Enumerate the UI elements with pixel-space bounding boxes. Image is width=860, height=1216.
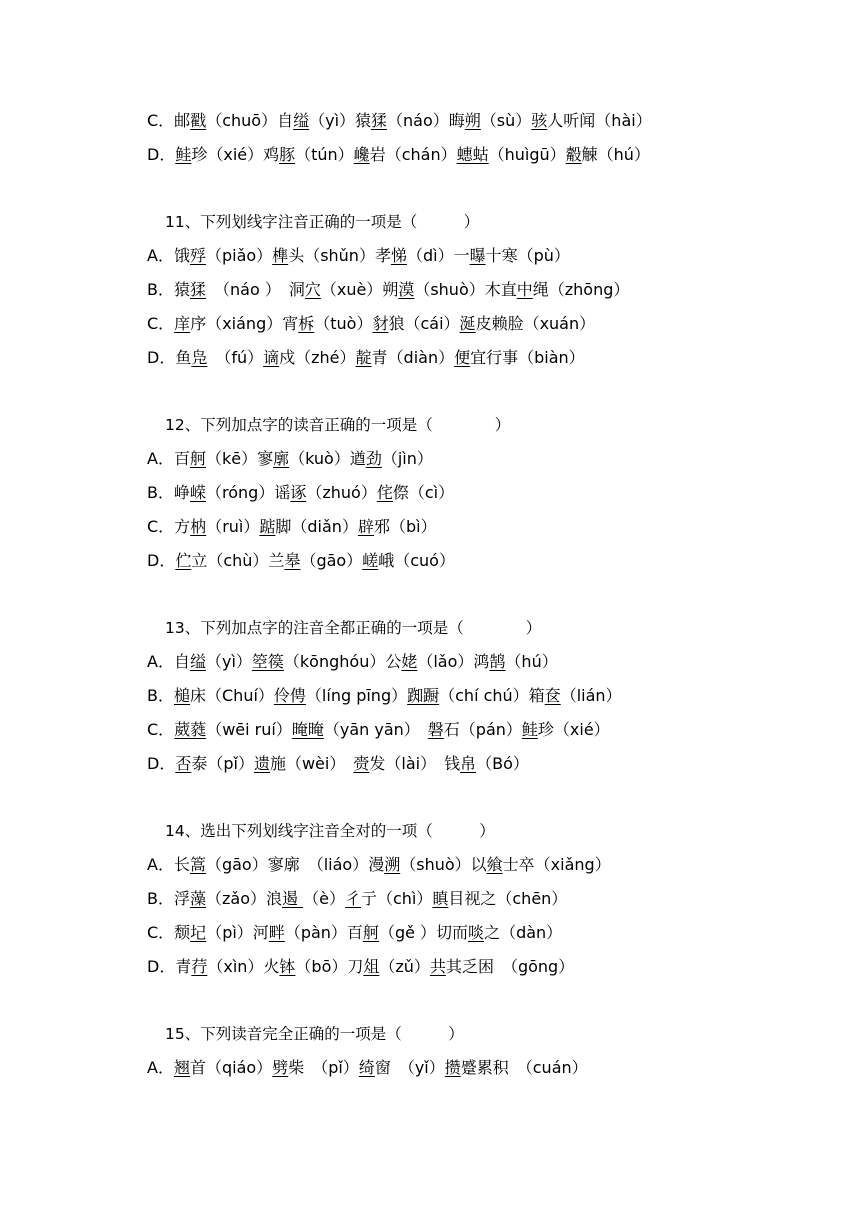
underlined-character: 劈 — [272, 1058, 289, 1077]
answer-option — [147, 854, 611, 876]
text-segment: （yì） — [205, 652, 252, 671]
answer-option — [147, 685, 622, 707]
underlined-character: 柝 — [298, 314, 315, 333]
text-segment: 15、下列读音完全正确的一项是（ ） — [165, 1025, 464, 1043]
answer-option — [147, 753, 529, 775]
text-segment: （gāo） — [300, 551, 363, 570]
underlined-character: 踮 — [259, 517, 276, 536]
text-segment: （kē）寥 — [205, 449, 274, 468]
text-segment: （líng pīng） — [305, 686, 408, 705]
underlined-character: 便 — [454, 348, 471, 367]
underlined-character: 遗 — [253, 754, 270, 773]
text-segment: （tuò） — [314, 314, 373, 333]
answer-option — [147, 279, 629, 301]
answer-option — [147, 245, 570, 267]
text-segment: （tún） — [295, 145, 354, 164]
underlined-character: 劲 — [365, 449, 382, 468]
text-segment: 之（dàn） — [484, 923, 563, 942]
text-segment: 狼（cái） — [388, 314, 460, 333]
underlined-character: 靛 — [355, 348, 372, 367]
answer-option — [147, 922, 562, 944]
text-segment: （pàn）百 — [284, 923, 363, 942]
text-segment: （xuè）朔 — [320, 280, 399, 299]
underlined-character: 钵 — [279, 957, 296, 976]
answer-option — [147, 888, 567, 910]
text-segment: 峨（cuó） — [378, 551, 455, 570]
text-segment: 首（qiáo） — [189, 1058, 273, 1077]
text-segment: （chuō）自 — [206, 111, 294, 130]
underlined-character: 骇 — [531, 111, 548, 130]
text-segment: 施（wèi） — [269, 754, 354, 773]
text-segment: 柴 （pǐ） — [288, 1058, 359, 1077]
text-segment: B． — [147, 686, 174, 705]
text-segment: 皮赖脸（xuán） — [475, 314, 596, 333]
text-segment: 11、下列划线字注音正确的一项是（ ） — [165, 213, 480, 231]
text-segment: 人听闻（hài） — [547, 111, 652, 130]
text-segment: 脚（diǎn） — [275, 517, 358, 536]
underlined-character: 伶俜 — [273, 686, 306, 705]
text-segment: 其乏困 （gōng） — [445, 957, 575, 976]
underlined-character: 圮 — [190, 923, 207, 942]
question-title — [165, 211, 479, 233]
text-segment: （gě ）切而 — [378, 923, 469, 942]
text-segment: （è） — [303, 889, 345, 908]
text-segment: A． — [147, 1058, 174, 1077]
underlined-character: 榫 — [272, 246, 289, 265]
text-segment: （wēi ruí） — [206, 720, 292, 739]
text-segment: D． — [147, 145, 176, 164]
underlined-character: 溯 — [384, 855, 401, 874]
underlined-character: 奁 — [544, 686, 561, 705]
underlined-character: 帛 — [460, 754, 477, 773]
underlined-character: 曝 — [469, 246, 486, 265]
text-segment: B．浮 — [147, 889, 190, 908]
text-segment: （xìn）火 — [207, 957, 280, 976]
underlined-character: 诼 — [290, 483, 307, 502]
text-segment: D．青 — [147, 957, 192, 976]
answer-option — [147, 719, 610, 741]
text-segment: （lián） — [560, 686, 622, 705]
text-segment: C． — [147, 314, 175, 333]
text-segment: （zhuó） — [306, 483, 377, 502]
underlined-character: 鲑 — [175, 145, 192, 164]
underlined-character: 攒 — [444, 1058, 461, 1077]
underlined-character: 俎 — [363, 957, 380, 976]
text-segment: C． — [147, 720, 175, 739]
question-title — [165, 820, 495, 842]
text-segment: 宜行事（biàn） — [470, 348, 585, 367]
underlined-character: 啖 — [468, 923, 485, 942]
text-segment: （náo）晦 — [387, 111, 465, 130]
text-segment: （jìn） — [381, 449, 433, 468]
underlined-character: 飨 — [486, 855, 503, 874]
underlined-character: 中 — [516, 280, 533, 299]
text-segment: （náo ） 洞 — [206, 280, 305, 299]
text-segment: 头（shǔn）孝 — [288, 246, 391, 265]
underlined-character: 辟 — [357, 517, 374, 536]
underlined-character: 鲑 — [521, 720, 538, 739]
text-segment: （yān yān） — [323, 720, 428, 739]
text-segment: D． — [147, 551, 176, 570]
text-segment: 邪（bì） — [373, 517, 437, 536]
underlined-character: 遏 — [282, 889, 304, 908]
text-segment: （chí chú）箱 — [439, 686, 545, 705]
underlined-character: 瞋 — [432, 889, 449, 908]
text-segment: （huìgū） — [488, 145, 566, 164]
text-segment: （kōnghóu）公 — [283, 652, 402, 671]
text-segment: （piǎo） — [205, 246, 273, 265]
text-segment: 士卒（xiǎng） — [502, 855, 611, 874]
underlined-character: 戳 — [190, 111, 207, 130]
text-segment: 立（chù）兰 — [191, 551, 285, 570]
underlined-character: 嵯 — [362, 551, 379, 570]
text-segment: （Bó） — [476, 754, 529, 773]
underlined-character: 涎 — [459, 314, 476, 333]
text-segment: A．长 — [147, 855, 190, 874]
underlined-character: 舸 — [362, 923, 379, 942]
underlined-character: 踟蹰 — [407, 686, 440, 705]
underlined-character: 猱 — [189, 280, 206, 299]
underlined-character: 豺 — [372, 314, 389, 333]
underlined-character: 箜篌 — [251, 652, 284, 671]
underlined-character: 舸 — [189, 449, 206, 468]
question-title — [165, 414, 510, 436]
underlined-character: 篙 — [189, 855, 206, 874]
text-segment: （shuò）以 — [400, 855, 487, 874]
underlined-character: 葳蕤 — [174, 720, 207, 739]
underlined-character: 殍 — [189, 246, 206, 265]
text-segment: （yì）猿 — [309, 111, 372, 130]
underlined-character: 共 — [429, 957, 446, 976]
answer-option — [147, 110, 652, 132]
underlined-character: 侘 — [376, 483, 393, 502]
text-segment: 十寒（pù） — [485, 246, 570, 265]
text-segment: 亍（chì） — [360, 889, 433, 908]
text-segment: 窗 （yǐ） — [374, 1058, 445, 1077]
underlined-character: 猱 — [371, 111, 388, 130]
text-segment: C．颓 — [147, 923, 191, 942]
text-segment: A．饿 — [147, 246, 190, 265]
underlined-character: 缢 — [189, 652, 206, 671]
text-segment: A．百 — [147, 449, 190, 468]
answer-option — [147, 651, 558, 673]
question-title — [165, 617, 541, 639]
underlined-character: 谪 — [263, 348, 280, 367]
underlined-character: 晻晻 — [291, 720, 324, 739]
underlined-character: 赍 — [353, 754, 370, 773]
text-segment: （fú） — [207, 348, 264, 367]
underlined-character: 磐 — [427, 720, 444, 739]
answer-option — [147, 956, 574, 978]
text-segment: C．邮 — [147, 111, 191, 130]
text-segment: 岩（chán） — [369, 145, 457, 164]
text-segment: 发（lài） 钱 — [369, 754, 461, 773]
underlined-character: 姥 — [401, 652, 418, 671]
text-segment: 12、下列加点字的读音正确的一项是（ ） — [165, 416, 511, 434]
underlined-character: 鹄 — [489, 652, 506, 671]
text-segment: （gāo）寥廓 （liáo）漫 — [205, 855, 385, 874]
answer-option — [147, 347, 585, 369]
underlined-character: 蟪蛄 — [456, 145, 489, 164]
answer-option — [147, 144, 650, 166]
text-segment: 13、下列加点字的注音全都正确的一项是（ ） — [165, 619, 542, 637]
answer-option — [147, 1057, 588, 1079]
text-segment: 傺（cì） — [392, 483, 455, 502]
text-segment: 目视之（chēn） — [448, 889, 568, 908]
text-segment: 戍（zhé） — [279, 348, 356, 367]
text-segment: 珍（xié） — [537, 720, 610, 739]
text-segment: B．猿 — [147, 280, 190, 299]
text-segment: 青（diàn） — [371, 348, 455, 367]
text-segment: D．鱼 — [147, 348, 192, 367]
underlined-character: 觳 — [565, 145, 582, 164]
underlined-character: 绮 — [358, 1058, 375, 1077]
text-segment: （zǎo）浪 — [206, 889, 282, 908]
underlined-character: 凫 — [191, 348, 208, 367]
answer-option — [147, 550, 455, 572]
text-segment: 序（xiáng）宵 — [190, 314, 299, 333]
text-segment: 绳（zhōng） — [532, 280, 630, 299]
answer-option — [147, 482, 454, 504]
underlined-character: 朔 — [464, 111, 481, 130]
text-segment: C．方 — [147, 517, 191, 536]
text-segment: （lǎo）鸿 — [417, 652, 490, 671]
text-segment: （dì）一 — [406, 246, 470, 265]
underlined-character: 畔 — [268, 923, 285, 942]
text-segment: （hú） — [505, 652, 558, 671]
question-title — [165, 1023, 464, 1045]
underlined-character: 否 — [175, 754, 192, 773]
underlined-character: 伫 — [175, 551, 192, 570]
underlined-character: 巉 — [353, 145, 370, 164]
answer-option — [147, 313, 595, 335]
text-segment: 泰（pǐ） — [191, 754, 254, 773]
underlined-character: 庠 — [174, 314, 191, 333]
underlined-character: 荇 — [191, 957, 208, 976]
text-segment: （bō）刀 — [295, 957, 364, 976]
text-segment: 石（pán） — [443, 720, 522, 739]
underlined-character: 枘 — [190, 517, 207, 536]
underlined-character: 藻 — [189, 889, 206, 908]
text-segment: D． — [147, 754, 176, 773]
underlined-character: 悌 — [390, 246, 407, 265]
answer-option — [147, 448, 433, 470]
text-segment: 觫（hú） — [581, 145, 650, 164]
text-segment: 床（Chuí） — [190, 686, 274, 705]
text-segment: 珍（xié）鸡 — [191, 145, 280, 164]
text-segment: 蹙累积 （cuán） — [460, 1058, 588, 1077]
text-segment: （zǔ） — [379, 957, 430, 976]
text-segment: 14、选出下列划线字注音全对的一项（ ） — [165, 822, 495, 840]
text-segment: （kuò）遒 — [289, 449, 366, 468]
underlined-character: 嵘 — [189, 483, 206, 502]
underlined-character: 槌 — [173, 686, 190, 705]
text-segment: （róng）谣 — [206, 483, 291, 502]
underlined-character: 豚 — [279, 145, 296, 164]
underlined-character: 皋 — [284, 551, 301, 570]
text-segment: B．峥 — [147, 483, 190, 502]
underlined-character: 漠 — [398, 280, 415, 299]
text-segment: （sù） — [480, 111, 532, 130]
text-segment: A．自 — [147, 652, 190, 671]
text-segment: （shuò）木直 — [414, 280, 517, 299]
underlined-character: 翘 — [173, 1058, 190, 1077]
underlined-character: 廓 — [273, 449, 290, 468]
text-segment: （ruì） — [206, 517, 260, 536]
underlined-character: 穴 — [304, 280, 321, 299]
answer-option — [147, 516, 437, 538]
text-segment: （pì）河 — [206, 923, 269, 942]
underlined-character: 缢 — [293, 111, 310, 130]
underlined-character: 彳 — [344, 889, 361, 908]
